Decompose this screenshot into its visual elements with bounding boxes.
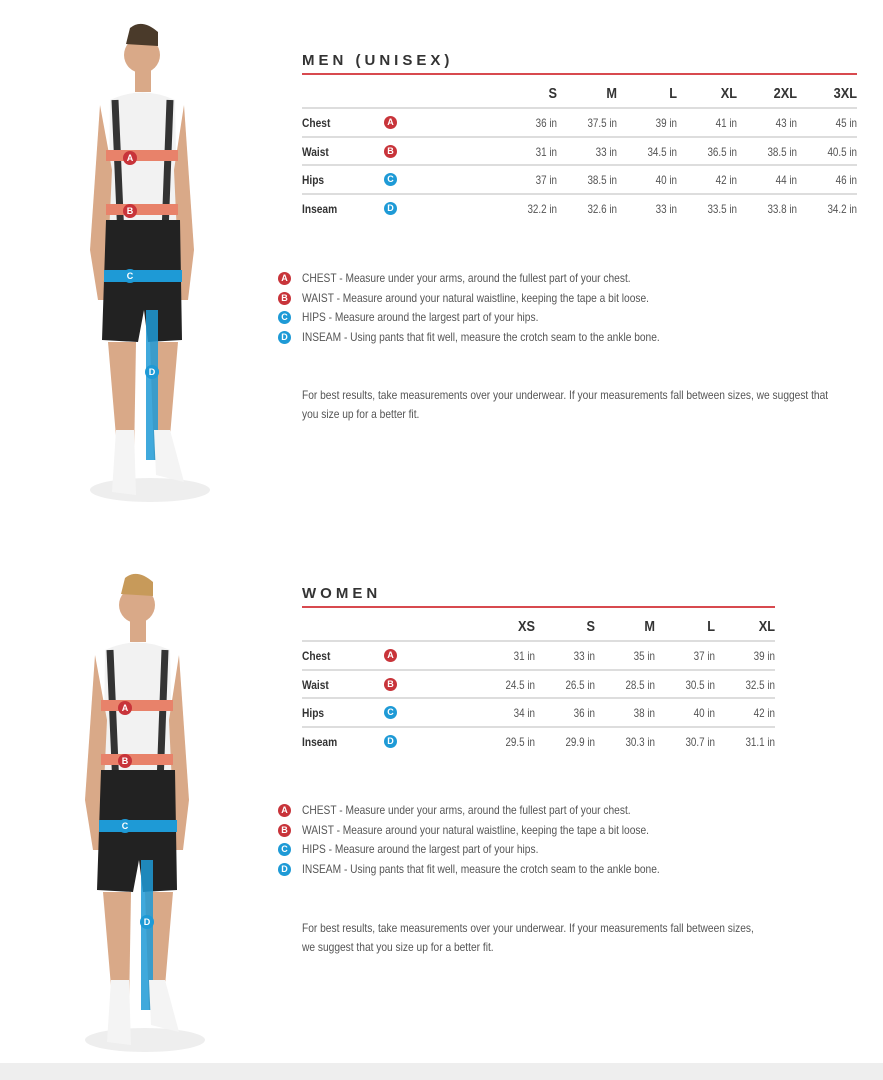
cell-value: 42 in [715, 173, 737, 187]
legend-badge-b-icon: B [278, 292, 291, 305]
figure-label-b: B [121, 756, 129, 766]
cell-value: 40 in [693, 706, 715, 720]
cell-value: 33 in [573, 649, 595, 663]
figure-label-b: B [126, 206, 134, 216]
cell-value: 36 in [573, 706, 595, 720]
row-label: Hips [302, 173, 325, 187]
figure-label-c: C [121, 821, 129, 831]
cell-value: 24.5 in [505, 677, 535, 692]
cell-value: 42 in [753, 706, 775, 720]
row-divider [302, 726, 775, 728]
badge-c-icon: C [384, 173, 397, 186]
cell-value: 37 in [693, 649, 715, 663]
legend-text: HIPS - Measure around the largest part of your hips. [302, 310, 539, 324]
cell-value: 37 in [535, 173, 557, 187]
row-label: Inseam [302, 201, 338, 216]
cell-value: 39 in [655, 116, 677, 130]
cell-value: 33.5 in [707, 201, 737, 216]
section-title: MEN (UNISEX) [302, 52, 454, 69]
cell-value: 29.5 in [505, 734, 535, 749]
row-label: Waist [302, 144, 329, 159]
cell-value: 37.5 in [587, 116, 617, 130]
size-header: M [606, 85, 617, 102]
section-title: WOMEN [302, 585, 382, 602]
row-divider [302, 697, 775, 699]
legend-text: CHEST - Measure under your arms, around the fullest part of your chest. [302, 271, 631, 285]
size-header: L [707, 618, 715, 635]
cell-value: 35 in [633, 649, 655, 663]
cell-value: 39 in [753, 649, 775, 663]
legend-badge-d-icon: D [278, 331, 291, 344]
figure-label-d: D [143, 917, 151, 927]
row-divider [302, 669, 775, 671]
cell-value: 38 in [633, 706, 655, 720]
legend-text: CHEST - Measure under your arms, around the fullest part of your chest. [302, 803, 631, 817]
row-divider [302, 107, 857, 109]
row-divider [302, 640, 775, 642]
cell-value: 32.5 in [745, 677, 775, 692]
model-illustration [55, 570, 225, 1060]
size-header: S [586, 618, 595, 635]
cell-value: 30.7 in [685, 734, 715, 749]
badge-c-icon: C [384, 706, 397, 719]
cell-value: 40.5 in [827, 144, 857, 159]
size-header: S [548, 85, 557, 102]
cell-value: 38.5 in [587, 173, 617, 187]
legend-badge-a-icon: A [278, 272, 291, 285]
badge-a-icon: A [384, 649, 397, 662]
cell-value: 34.2 in [827, 201, 857, 216]
fit-note: For best results, take measurements over your underwear. If your measurements fall between sizes, we suggest that you size up for a better fit. [302, 388, 829, 421]
size-header: L [669, 85, 677, 102]
cell-value: 33.8 in [767, 201, 797, 216]
legend-text: INSEAM - Using pants that fit well, measure the crotch seam to the ankle bone. [302, 861, 660, 876]
cell-value: 41 in [715, 116, 737, 130]
size-header: 3XL [833, 85, 857, 102]
row-divider [302, 164, 857, 166]
cell-value: 31.1 in [745, 734, 775, 749]
title-rule [302, 73, 857, 75]
legend-badge-a-icon: A [278, 804, 291, 817]
cell-value: 30.3 in [625, 734, 655, 749]
row-divider [302, 193, 857, 195]
size-header: XS [517, 618, 535, 635]
legend-text: WAIST - Measure around your natural waistline, keeping the tape a bit loose. [302, 290, 649, 305]
row-label: Inseam [302, 734, 338, 749]
model-illustration [60, 20, 230, 510]
size-header: 2XL [773, 85, 797, 102]
size-header: XL [758, 618, 775, 635]
men-model-figure [60, 20, 230, 515]
cell-value: 30.5 in [685, 677, 715, 692]
row-label: Chest [302, 649, 331, 663]
row-label: Hips [302, 706, 325, 720]
cell-value: 40 in [655, 173, 677, 187]
badge-a-icon: A [384, 116, 397, 129]
cell-value: 31 in [535, 144, 557, 159]
legend-badge-c-icon: C [278, 311, 291, 324]
cell-value: 26.5 in [565, 677, 595, 692]
size-header: XL [720, 85, 737, 102]
size-header: M [644, 618, 655, 635]
figure-label-a: A [121, 703, 129, 713]
women-model-figure [55, 570, 225, 1065]
row-label: Chest [302, 116, 331, 130]
cell-value: 29.9 in [565, 734, 595, 749]
legend-badge-c-icon: C [278, 843, 291, 856]
row-divider [302, 136, 857, 138]
legend-text: INSEAM - Using pants that fit well, measure the crotch seam to the ankle bone. [302, 329, 660, 344]
figure-label-a: A [126, 153, 134, 163]
cell-value: 45 in [835, 116, 857, 130]
badge-d-icon: D [384, 202, 397, 215]
cell-value: 28.5 in [625, 677, 655, 692]
cell-value: 33 in [655, 201, 677, 216]
fit-note: For best results, take measurements over your underwear. If your measurements fall between sizes, we suggest that you size up for a better fit. [302, 921, 754, 954]
cell-value: 31 in [513, 649, 535, 663]
cell-value: 32.6 in [587, 201, 617, 216]
cell-value: 44 in [775, 173, 797, 187]
figure-label-c: C [126, 271, 134, 281]
cell-value: 33 in [595, 144, 617, 159]
cell-value: 34 in [513, 706, 535, 720]
row-label: Waist [302, 677, 329, 692]
legend-badge-d-icon: D [278, 863, 291, 876]
footer-bar [0, 1063, 883, 1080]
badge-d-icon: D [384, 735, 397, 748]
cell-value: 43 in [775, 116, 797, 130]
legend-text: WAIST - Measure around your natural waistline, keeping the tape a bit loose. [302, 822, 649, 837]
cell-value: 32.2 in [527, 201, 557, 216]
cell-value: 46 in [835, 173, 857, 187]
cell-value: 36.5 in [707, 144, 737, 159]
cell-value: 38.5 in [767, 144, 797, 159]
legend-badge-b-icon: B [278, 824, 291, 837]
cell-value: 34.5 in [647, 144, 677, 159]
cell-value: 36 in [535, 116, 557, 130]
badge-b-icon: B [384, 145, 397, 158]
figure-label-d: D [148, 367, 156, 377]
badge-b-icon: B [384, 678, 397, 691]
title-rule [302, 606, 775, 608]
legend-text: HIPS - Measure around the largest part of your hips. [302, 842, 539, 856]
